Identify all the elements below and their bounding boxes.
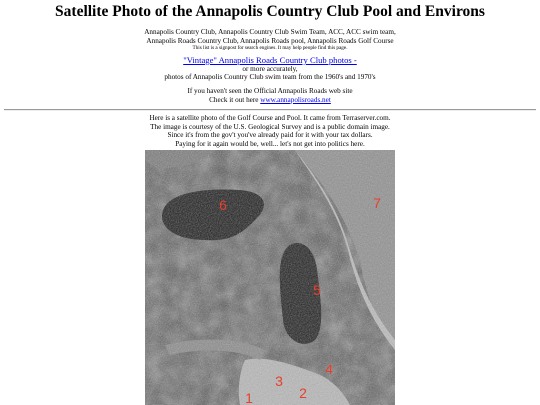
satellite-image [145,150,395,405]
satellite-photo [145,150,395,405]
horizontal-rule [4,109,536,111]
description-line-4: Paying for it again would be, well... let's not get into politics here. [175,139,365,148]
keywords-block [0,28,540,51]
photo-label-7: 7 [373,195,381,211]
vintage-photos-link[interactable]: "Vintage" Annapolis Roads Country Club photos - [183,55,357,65]
description-line-2: The image is courtesy of the U.S. Geological Survey and is a public domain image. [150,122,390,131]
keywords-line-2: Annapolis Roads Country Club, Annapolis Roads pool, Annapolis Roads Golf Course [146,36,394,45]
vintage-line-3: photos of Annapolis Country Club swim team from the 1960's and 1970's [164,73,376,82]
official-line-2 [0,96,540,105]
vintage-line-2: or more accurately, [242,64,298,73]
official-site-block [0,87,540,104]
keywords-line-1: Annapolis Country Club, Annapolis Country Club Swim Team, ACC, ACC swim team, [144,28,396,36]
annapolis-roads-link[interactable]: www.annapolisroads.net [260,95,331,104]
photo-label-6: 6 [219,197,227,213]
photo-label-5: 5 [313,282,321,298]
photo-label-3: 3 [275,373,283,389]
page-title: Satellite Photo of the Annapolis Country Club Pool and Environs [55,3,485,20]
vintage-block [0,56,540,82]
official-line-1: If you haven't seen the Official Annapolis Roads web site [187,87,353,95]
official-line-2-prefix: Check it out here [209,95,261,104]
photo-label-1: 1 [245,390,253,405]
photo-description [0,114,540,148]
description-line-3: Since it's from the gov't you've already paid for it with your tax dollars. [167,131,373,140]
photo-label-4: 4 [325,361,333,377]
photo-label-2: 2 [299,385,307,401]
keywords-note: This list is a signpost for search engines. It may help people find this page. [192,45,348,52]
description-line-1: Here is a satellite photo of the Golf Course and Pool. It came from Terraserver.com. [149,114,391,122]
